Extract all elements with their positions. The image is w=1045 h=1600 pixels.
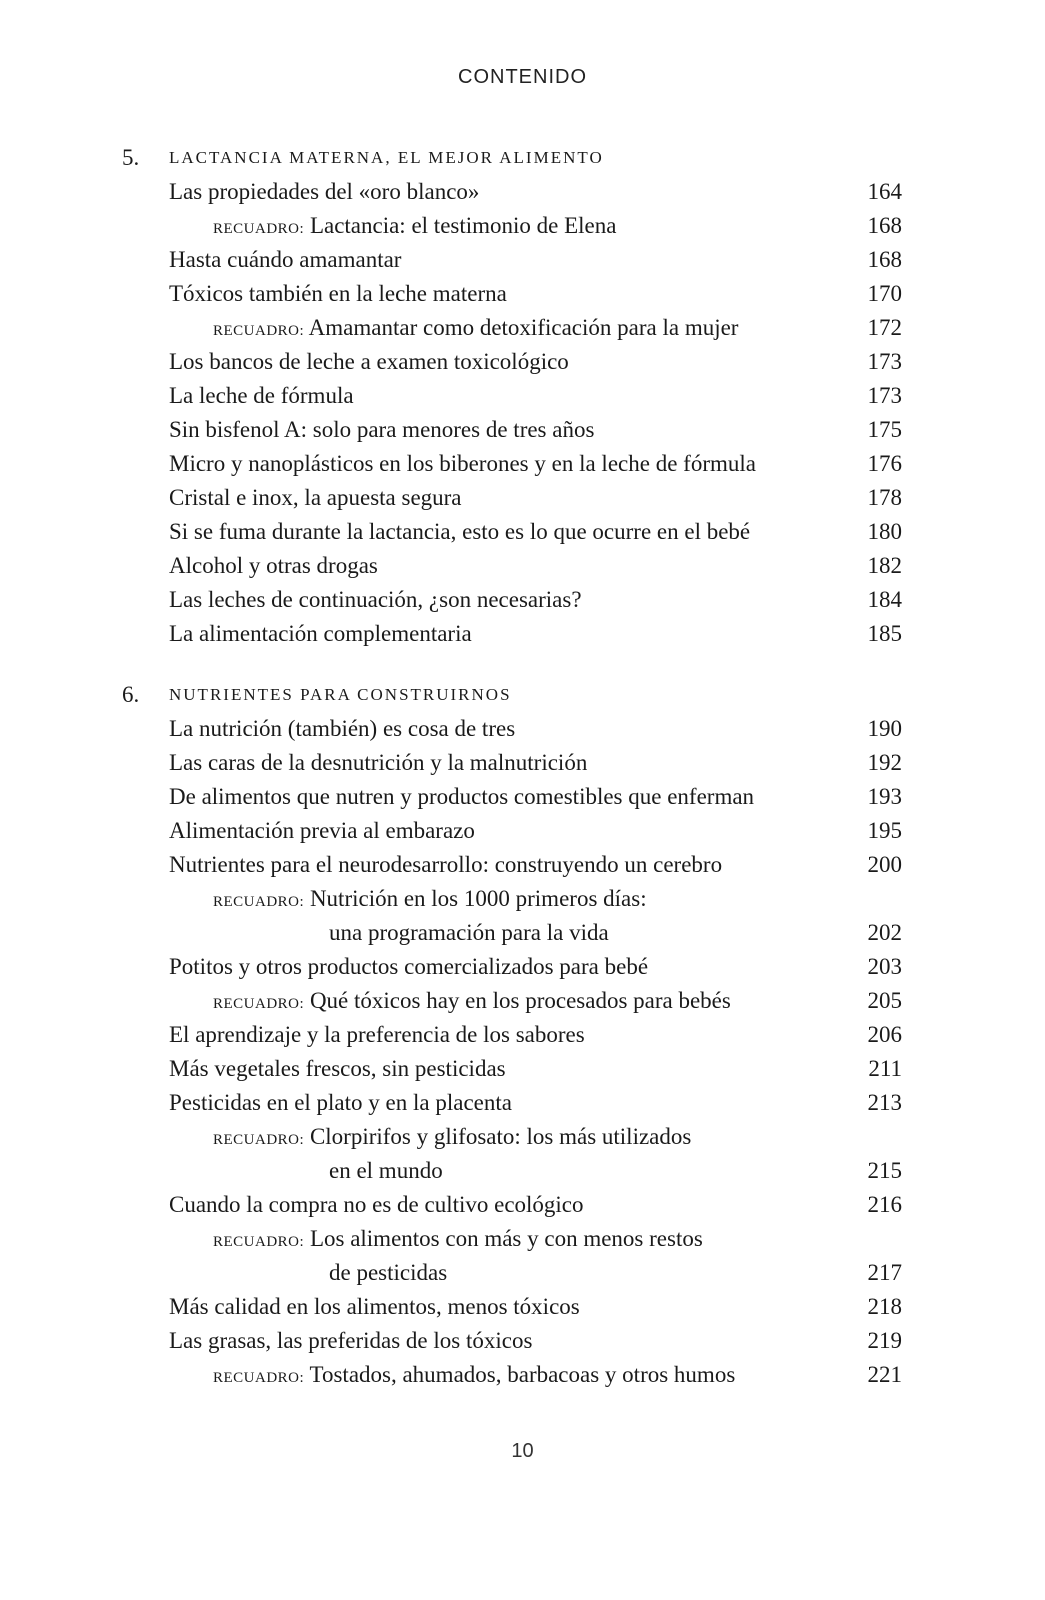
entry-text: Amamantar como detoxificación para la mujer [308,315,739,340]
toc-entry [0,1052,1045,1086]
entry-title [169,617,472,651]
entry-page-number: 192 [867,750,902,775]
chapter-number: 6. [122,682,140,707]
toc-entry [0,712,1045,746]
entry-page-number: 173 [867,383,902,408]
entry-text: El aprendizaje y la preferencia de los sabores [169,1022,585,1047]
chapter-6 [0,678,1045,1392]
entry-text: Más vegetales frescos, sin pesticidas [169,1056,506,1081]
entry-page-number: 213 [867,1090,902,1115]
box-label: RECUADRO: [213,1234,305,1250]
toc-entry [0,549,1045,583]
toc-entry [0,379,1045,413]
toc-entry-continuation [0,1256,1045,1290]
entry-text: Micro y nanoplásticos en los biberones y en la leche de fórmula [169,451,756,476]
toc-entry [0,780,1045,814]
entry-title [213,984,731,1021]
entry-page-number: 200 [867,852,902,877]
entry-text: una programación para la vida [329,920,609,945]
entry-title [329,916,609,950]
entry-text: Si se fuma durante la lactancia, esto es lo que ocurre en el bebé [169,519,751,544]
toc-entry [0,617,1045,651]
entry-text: Cristal e inox, la apuesta segura [169,485,462,510]
toc-box-entry [0,1358,1045,1392]
entry-text: Cuando la compra no es de cultivo ecológico [169,1192,584,1217]
entry-page-number: 219 [867,1328,902,1353]
entry-text: Las grasas, las preferidas de los tóxicos [169,1328,533,1353]
chapter-5 [0,141,1045,651]
entry-text: Más calidad en los alimentos, menos tóxicos [169,1294,580,1319]
entry-title [169,1086,512,1120]
toc-box-entry [0,1120,1045,1154]
toc-entry [0,243,1045,277]
entry-page-number: 193 [867,784,902,809]
entry-page-number: 182 [867,553,902,578]
entry-title [169,549,378,583]
toc-entry [0,413,1045,447]
entry-page-number: 218 [867,1294,902,1319]
entry-text: Nutrición en los 1000 primeros días: [309,886,647,911]
entry-page-number: 170 [867,281,902,306]
entry-page-number: 184 [867,587,902,612]
toc-entry [0,345,1045,379]
entry-title [169,447,756,481]
toc-entry [0,746,1045,780]
entry-page-number: 202 [867,920,902,945]
entry-page-number: 215 [867,1158,902,1183]
entry-title [169,175,479,209]
entry-title [329,1154,443,1188]
entry-text: de pesticidas [329,1260,448,1285]
entry-page-number: 216 [867,1192,902,1217]
toc-entry [0,481,1045,515]
entry-title [169,712,515,746]
entry-title [169,1018,585,1052]
entry-page-number: 221 [867,1362,902,1387]
toc-entry [0,950,1045,984]
entry-page-number: 217 [867,1260,902,1285]
entry-page-number: 185 [867,621,902,646]
chapter-heading [0,141,1045,175]
entry-text: Las propiedades del «oro blanco» [169,179,480,204]
entry-title [169,780,754,814]
entry-text: Hasta cuándo amamantar [169,247,402,272]
toc-entry [0,175,1045,209]
box-label: RECUADRO: [213,1132,305,1148]
entry-text: Tostados, ahumados, barbacoas y otros humos [309,1362,736,1387]
entry-text: Alcohol y otras drogas [169,553,378,578]
page-number: 10 [511,1440,534,1462]
entry-title [169,1188,584,1222]
box-label: RECUADRO: [213,996,305,1012]
entry-page-number: 211 [868,1056,902,1081]
entry-text: Clorpirifos y glifosato: los más utilizados [309,1124,692,1149]
toc-box-entry [0,1222,1045,1256]
entry-page-number: 205 [867,988,902,1013]
entry-page-number: 164 [867,179,902,204]
toc-entry [0,814,1045,848]
entry-title [213,1358,735,1395]
toc-entry [0,447,1045,481]
box-label: RECUADRO: [213,323,305,339]
entry-title [329,1256,447,1290]
chapter-number: 5. [122,145,140,170]
entry-title [169,1290,580,1324]
entry-title [169,277,507,311]
entry-page-number: 168 [867,213,902,238]
running-head: CONTENIDO [458,66,587,88]
entry-title [213,311,738,348]
entry-title [169,345,569,379]
chapter-heading [0,678,1045,712]
entry-text: Qué tóxicos hay en los procesados para bebés [309,988,731,1013]
entry-title [169,515,750,549]
entry-page-number: 195 [867,818,902,843]
entry-title [213,882,647,919]
toc-box-entry [0,209,1045,243]
toc-entry-continuation [0,1154,1045,1188]
entry-title [169,243,401,277]
entry-text: La leche de fórmula [169,383,354,408]
chapter-title: LACTANCIA MATERNA, EL MEJOR ALIMENTO [169,148,604,167]
toc-entry [0,1324,1045,1358]
entry-page-number: 172 [867,315,902,340]
toc-entry [0,583,1045,617]
entry-page-number: 206 [867,1022,902,1047]
toc-entries [0,175,1045,651]
entry-page-number: 173 [867,349,902,374]
entry-text: Potitos y otros productos comercializados para bebé [169,954,649,979]
entry-text: Las caras de la desnutrición y la malnutrición [169,750,588,775]
entry-text: Los alimentos con más y con menos restos [309,1226,703,1251]
entry-page-number: 178 [867,485,902,510]
chapter-title: NUTRIENTES PARA CONSTRUIRNOS [169,685,512,704]
toc-entry [0,277,1045,311]
entry-text: Los bancos de leche a examen toxicológico [169,349,569,374]
toc-box-entry [0,882,1045,916]
toc-entry [0,1188,1045,1222]
toc-entry [0,1086,1045,1120]
toc-entries [0,712,1045,1392]
entry-title [213,1120,691,1157]
box-label: RECUADRO: [213,221,305,237]
box-label: RECUADRO: [213,894,305,910]
toc-entry [0,1018,1045,1052]
entry-title [169,481,462,515]
box-label: RECUADRO: [213,1370,305,1386]
entry-text: De alimentos que nutren y productos comestibles que enferman [169,784,755,809]
entry-text: en el mundo [329,1158,443,1183]
entry-text: Tóxicos también en la leche materna [169,281,507,306]
entry-title [169,746,587,780]
entry-page-number: 175 [867,417,902,442]
entry-page-number: 190 [867,716,902,741]
toc-entry [0,1290,1045,1324]
entry-title [169,848,722,882]
entry-page-number: 180 [867,519,902,544]
entry-text: Alimentación previa al embarazo [169,818,475,843]
toc-entry-continuation [0,916,1045,950]
entry-title [169,1324,532,1358]
entry-title [169,413,594,447]
entry-title [169,583,582,617]
entry-title [213,209,616,246]
entry-text: La alimentación complementaria [169,621,472,646]
entry-text: Nutrientes para el neurodesarrollo: construyendo un cerebro [169,852,723,877]
toc-box-entry [0,984,1045,1018]
toc-entry [0,515,1045,549]
entry-title [169,1052,506,1086]
entry-text: Pesticidas en el plato y en la placenta [169,1090,512,1115]
entry-page-number: 168 [867,247,902,272]
entry-title [213,1222,703,1259]
entry-page-number: 203 [867,954,902,979]
entry-page-number: 176 [867,451,902,476]
entry-text: Sin bisfenol A: solo para menores de tres años [169,417,595,442]
toc-entry [0,848,1045,882]
entry-title [169,379,354,413]
entry-text: La nutrición (también) es cosa de tres [169,716,516,741]
entry-text: Las leches de continuación, ¿son necesarias? [169,587,582,612]
toc-box-entry [0,311,1045,345]
entry-title [169,950,648,984]
entry-title [169,814,475,848]
entry-text: Lactancia: el testimonio de Elena [309,213,617,238]
